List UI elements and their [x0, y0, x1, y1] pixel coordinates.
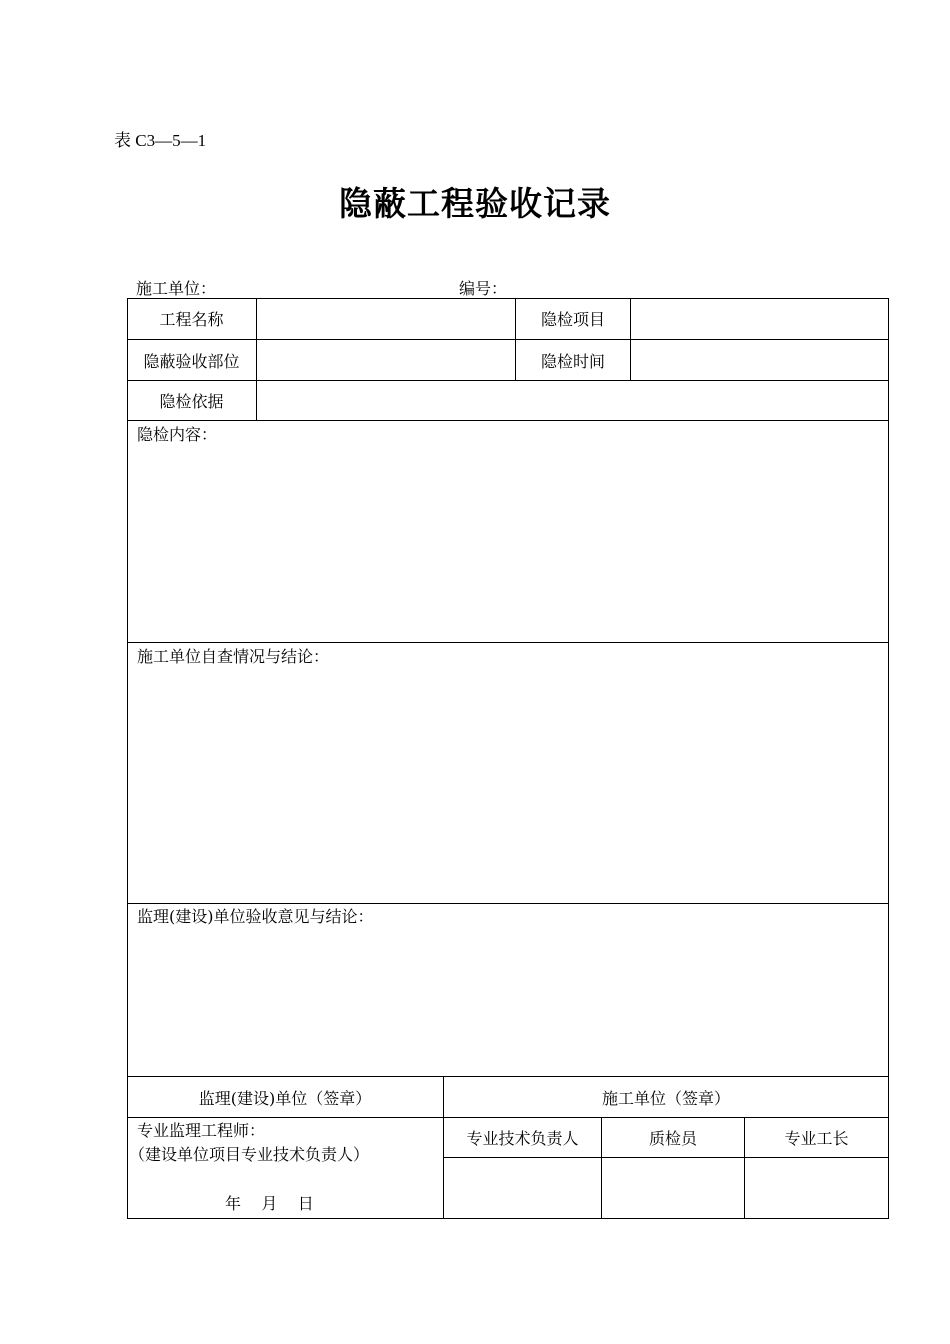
inspection-basis-field[interactable]	[257, 381, 888, 420]
self-check-label: 施工单位自查情况与结论：	[137, 647, 330, 666]
concealed-part-label: 隐蔽验收部位	[143, 351, 240, 371]
tech-lead-label: 专业技术负责人	[466, 1129, 579, 1148]
supervision-opinion-label: 监理(建设)单位验收意见与结论：	[137, 907, 374, 926]
form-code: 表 C3—5—1	[114, 131, 207, 150]
foreman-label: 专业工长	[784, 1129, 849, 1148]
row-divider	[127, 420, 889, 421]
table-border-bottom	[127, 1218, 889, 1219]
concealed-part-field[interactable]	[257, 340, 515, 380]
date-label: 年 月 日	[225, 1194, 314, 1213]
table-border-right	[888, 298, 889, 1219]
supervision-unit-seal: 监理(建设)单位（签章）	[198, 1088, 372, 1108]
page-title: 隐蔽工程验收记录	[339, 184, 611, 223]
quality-inspector-signature-field[interactable]	[602, 1158, 744, 1218]
foreman-signature-field[interactable]	[745, 1158, 888, 1218]
row-divider	[127, 903, 889, 904]
row-divider	[127, 642, 889, 643]
inspection-content-label: 隐检内容：	[137, 425, 218, 444]
inspection-item-field[interactable]	[631, 298, 888, 339]
tech-lead-signature-field[interactable]	[444, 1158, 601, 1218]
inspection-form-table	[127, 298, 889, 1219]
construction-unit-label: 施工单位：	[136, 279, 217, 298]
inspection-time-label: 隐检时间	[540, 351, 605, 371]
quality-inspector-label: 质检员	[648, 1129, 697, 1148]
inspection-item-label: 隐检项目	[540, 310, 605, 329]
number-label: 编号：	[459, 279, 508, 298]
engineer-note: （建设单位项目专业技术负责人）	[129, 1145, 370, 1164]
inspection-time-field[interactable]	[631, 340, 888, 380]
project-name-label: 工程名称	[159, 310, 224, 329]
engineer-label: 专业监理工程师：	[137, 1121, 266, 1140]
construction-unit-seal: 施工单位（签章）	[601, 1088, 730, 1108]
inspection-basis-label: 隐检依据	[159, 392, 224, 411]
project-name-field[interactable]	[257, 298, 515, 339]
